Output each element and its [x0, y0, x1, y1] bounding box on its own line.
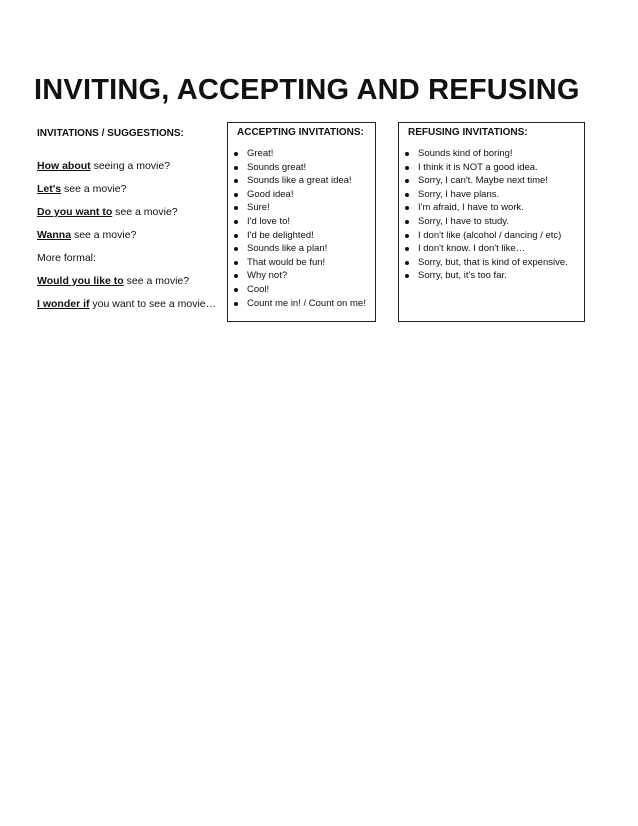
formal-label — [37, 252, 222, 264]
list-item — [228, 147, 375, 161]
invitation-key-phrase: How about — [37, 160, 91, 172]
bullet-icon — [234, 179, 238, 183]
bullet-icon — [405, 261, 409, 265]
bullet-icon — [405, 152, 409, 156]
refusing-heading: REFUSING INVITATIONS: — [408, 127, 528, 138]
invitation-rest: see a movie? — [61, 183, 127, 195]
bullet-icon — [234, 274, 238, 278]
list-item-text: Good idea! — [247, 188, 294, 200]
invitation-key-phrase: I wonder if — [37, 298, 90, 310]
invitation-phrase — [37, 275, 222, 287]
bullet-icon — [234, 193, 238, 197]
invitation-rest: seeing a movie? — [90, 160, 171, 172]
invitation-key-phrase: Would you like to — [37, 275, 124, 287]
bullet-icon — [405, 220, 409, 224]
bullet-icon — [234, 206, 238, 210]
invitation-phrase — [37, 183, 222, 195]
list-item — [228, 188, 375, 202]
invitation-phrase — [37, 298, 222, 310]
list-item — [228, 201, 375, 215]
invitation-phrase — [37, 206, 222, 218]
list-item — [228, 297, 375, 311]
list-item — [228, 161, 375, 175]
bullet-icon — [405, 166, 409, 170]
list-item-text: I'm afraid, I have to work. — [418, 202, 524, 214]
invitation-rest: see a movie? — [71, 229, 137, 241]
page-title: INVITING, ACCEPTING AND REFUSING — [34, 74, 580, 106]
list-item-text: I'd love to! — [247, 215, 291, 227]
list-item-text: Sounds great! — [247, 161, 307, 173]
accepting-heading: ACCEPTING INVITATIONS: — [237, 127, 364, 138]
invitation-phrase — [37, 229, 222, 241]
list-item — [399, 147, 584, 161]
invitation-phrase — [37, 160, 222, 172]
list-item — [228, 242, 375, 256]
bullet-icon — [234, 152, 238, 156]
list-item-text: I don't like (alcohol / dancing / etc) — [418, 229, 562, 241]
invitation-key-phrase: Wanna — [37, 229, 72, 241]
list-item-text: Sure! — [247, 202, 270, 214]
list-item — [399, 161, 584, 175]
list-item-text: Sorry, I have to study. — [418, 215, 509, 227]
list-item — [228, 283, 375, 297]
invitation-key-phrase: Let's — [37, 183, 62, 195]
list-item-text: Sorry, but, it's too far. — [418, 270, 507, 282]
bullet-icon — [234, 234, 238, 238]
list-item-text: I don't know. I don't like… — [418, 243, 526, 255]
list-item-text: I'd be delighted! — [247, 229, 314, 241]
list-item — [228, 174, 375, 188]
list-item-text: Great! — [247, 148, 274, 159]
refusing-list — [399, 147, 584, 283]
invitation-rest: see a movie? — [123, 275, 190, 287]
list-item — [228, 269, 375, 283]
invitations-column — [37, 128, 222, 321]
list-item — [399, 174, 584, 188]
list-item-text: Sorry, but, that is kind of expensive. — [418, 256, 568, 268]
list-item — [228, 215, 375, 229]
invitations-heading: INVITATIONS / SUGGESTIONS: — [37, 128, 184, 139]
list-item-text: Count me in! / Count on me! — [247, 297, 366, 309]
bullet-icon — [234, 261, 238, 265]
list-item-text: Cool! — [247, 283, 270, 295]
bullet-icon — [234, 302, 238, 306]
list-item — [399, 242, 584, 256]
list-item-text: I think it is NOT a good idea. — [418, 161, 538, 173]
refusing-box — [398, 122, 585, 322]
bullet-icon — [405, 274, 409, 278]
bullet-icon — [405, 193, 409, 197]
list-item — [399, 188, 584, 202]
list-item — [399, 201, 584, 215]
list-item-text: Sorry, I have plans. — [418, 188, 500, 200]
list-item-text: Sounds like a great idea! — [247, 175, 352, 187]
invitation-rest: see a movie? — [112, 206, 178, 218]
invitation-key-phrase: Do you want to — [37, 206, 113, 218]
list-item — [399, 215, 584, 229]
list-item-text: Sorry, I can't. Maybe next time! — [418, 175, 548, 187]
list-item-text: Why not? — [247, 270, 288, 282]
list-item — [399, 229, 584, 243]
bullet-icon — [405, 206, 409, 210]
list-item — [399, 256, 584, 270]
bullet-icon — [405, 247, 409, 251]
bullet-icon — [405, 234, 409, 238]
bullet-icon — [234, 166, 238, 170]
formal-label-text: More formal: — [37, 252, 96, 264]
invitation-rest: you want to see a movie… — [89, 298, 217, 310]
list-item — [228, 256, 375, 270]
accepting-box — [227, 122, 376, 322]
accepting-list — [228, 147, 375, 310]
bullet-icon — [234, 220, 238, 224]
bullet-icon — [234, 288, 238, 292]
list-item-text: Sounds kind of boring! — [418, 148, 513, 159]
list-item-text: Sounds like a plan! — [247, 243, 328, 255]
list-item — [228, 229, 375, 243]
list-item — [399, 269, 584, 283]
bullet-icon — [405, 179, 409, 183]
list-item-text: That would be fun! — [247, 256, 326, 268]
bullet-icon — [234, 247, 238, 251]
